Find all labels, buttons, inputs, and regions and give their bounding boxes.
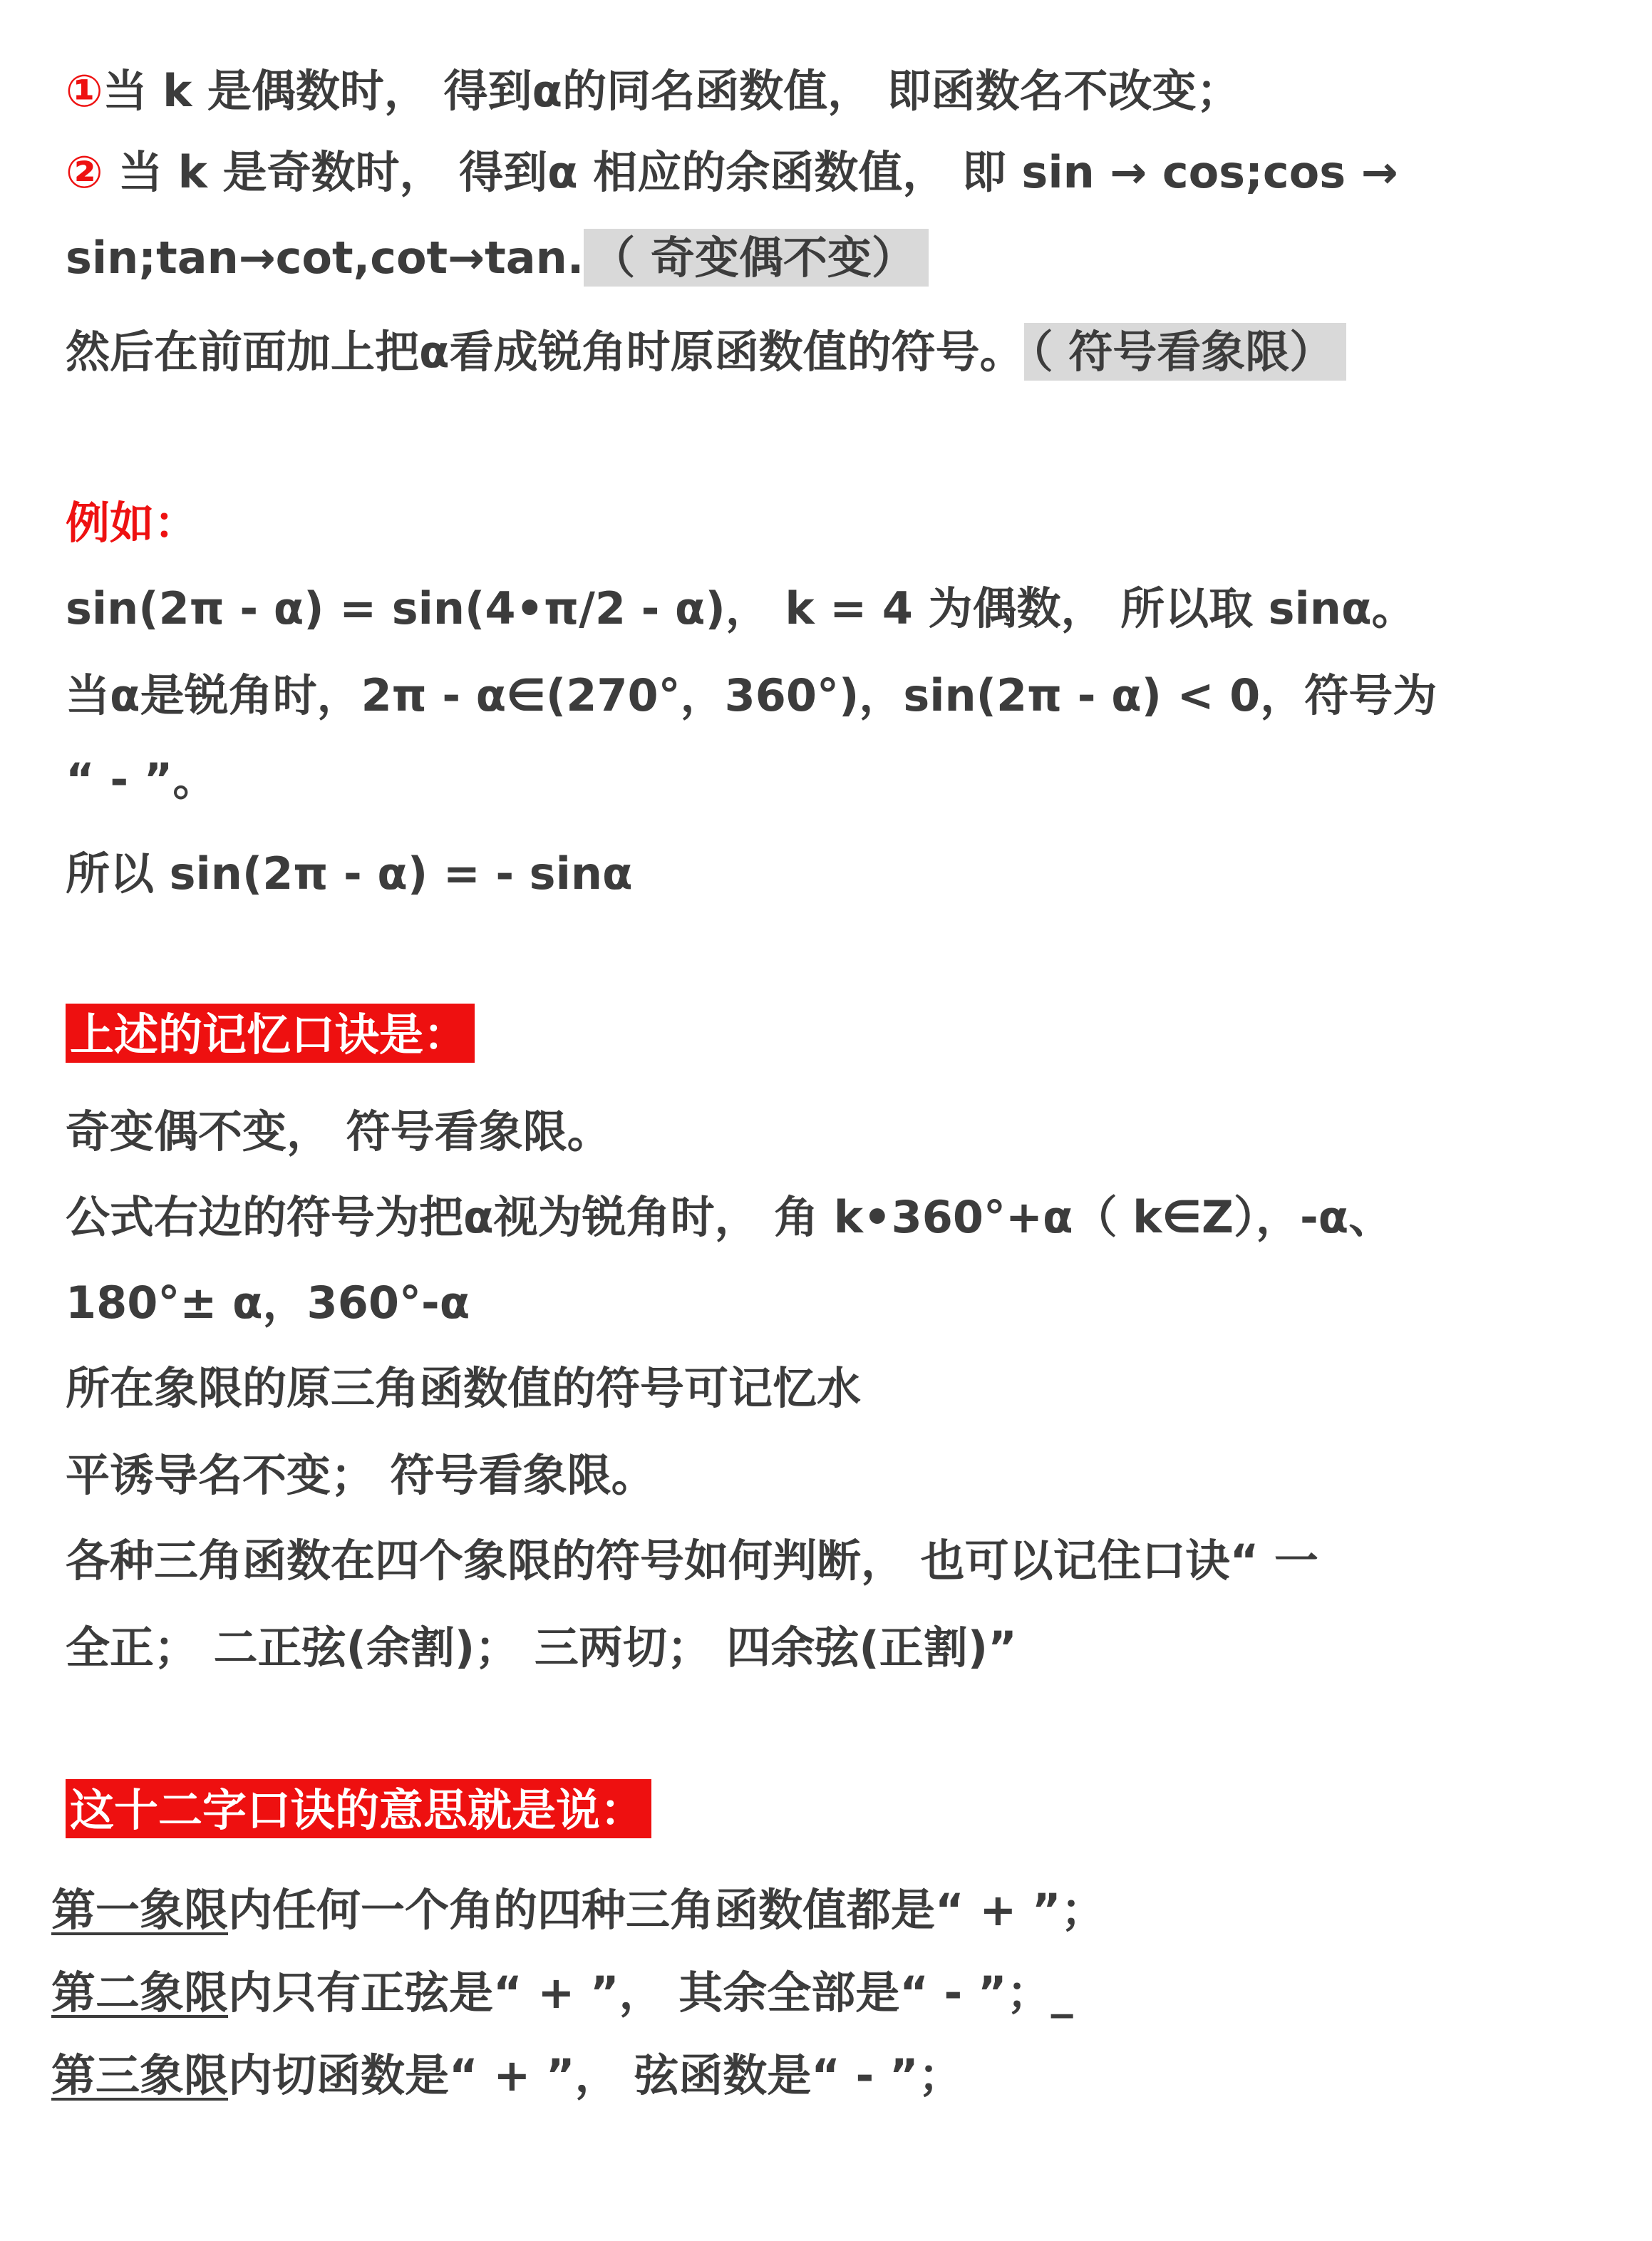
quadrant-3-text: 内切函数是“ + ”， 弦函数是“ - ”；	[228, 2049, 963, 2101]
mnemonic-line-5: 平诱导名不变； 符号看象限。	[66, 1449, 656, 1501]
example-heading: 例如：	[66, 497, 199, 549]
mnemonic-line-7: 全正； 二正弦(余割)； 三两切； 四余弦(正割)”	[66, 1622, 1017, 1674]
rule-2-continuation-line	[66, 232, 929, 283]
mnemonic-line-4: 所在象限的原三角函数值的符号可记忆水	[66, 1362, 862, 1414]
quadrant-1-line	[51, 1885, 1105, 1935]
circled-two-marker: ②	[66, 146, 103, 198]
quadrant-2-label: 第二象限	[51, 1967, 229, 2019]
meaning-heading-line	[66, 1779, 651, 1838]
quadrant-3-label: 第三象限	[51, 2049, 229, 2101]
mnemonic-line-2: 公式右边的符号为把α视为锐角时， 角 k•360°+α（ k∈Z），-α、	[66, 1191, 1393, 1243]
quadrant-1-text: 内任何一个角的四种三角函数值都是“ + ”；	[228, 1884, 1105, 1936]
quadrant-3-line	[51, 2050, 963, 2101]
quadrant-2-text: 内只有正弦是“ + ”， 其余全部是“ - ”；_	[228, 1967, 1073, 2019]
rule-2-continuation-text: sin;tan→cot,cot→tan.	[66, 232, 584, 284]
circled-one-marker: ①	[66, 65, 103, 117]
sign-rule-text: 然后在前面加上把α看成锐角时原函数值的符号。	[66, 326, 1024, 378]
quadrant-sign-highlight-note: （ 符号看象限）	[1024, 323, 1347, 381]
rule-1-text: 当 k 是偶数时， 得到α的同名函数值， 即函数名不改变；	[103, 65, 1241, 117]
example-line-2: 当α是锐角时，2π - α∈(270°，360°)，sin(2π - α) < 0，符号为	[66, 669, 1437, 721]
rule-2-text: 当 k 是奇数时， 得到α 相应的余函数值， 即 sin → cos;cos →	[103, 146, 1398, 198]
rule-1-line	[66, 66, 1241, 116]
mnemonic-line-1: 奇变偶不变， 符号看象限。	[66, 1106, 611, 1158]
meaning-heading-box: 这十二字口诀的意思就是说：	[66, 1779, 651, 1838]
mnemonic-line-6: 各种三角函数在四个象限的符号如何判断， 也可以记住口诀“ 一	[66, 1535, 1318, 1587]
mnemonic-line-3: 180°± α，360°-α	[66, 1277, 470, 1329]
sign-rule-line	[66, 326, 1346, 377]
rule-2-line	[66, 147, 1398, 197]
example-line-3: “ - ”。	[66, 753, 217, 805]
mnemonic-heading-line	[66, 1004, 475, 1063]
quadrant-2-line	[51, 1967, 1073, 2018]
odd-even-highlight-note: （ 奇变偶不变）	[584, 229, 929, 287]
example-line-1: sin(2π - α) = sin(4•π/2 - α)， k = 4 为偶数， 所以取 sinα。	[66, 582, 1416, 634]
quadrant-1-label: 第一象限	[51, 1884, 229, 1936]
mnemonic-heading-box: 上述的记忆口诀是：	[66, 1004, 475, 1063]
example-line-4: 所以 sin(2π - α) = - sinα	[66, 848, 633, 900]
